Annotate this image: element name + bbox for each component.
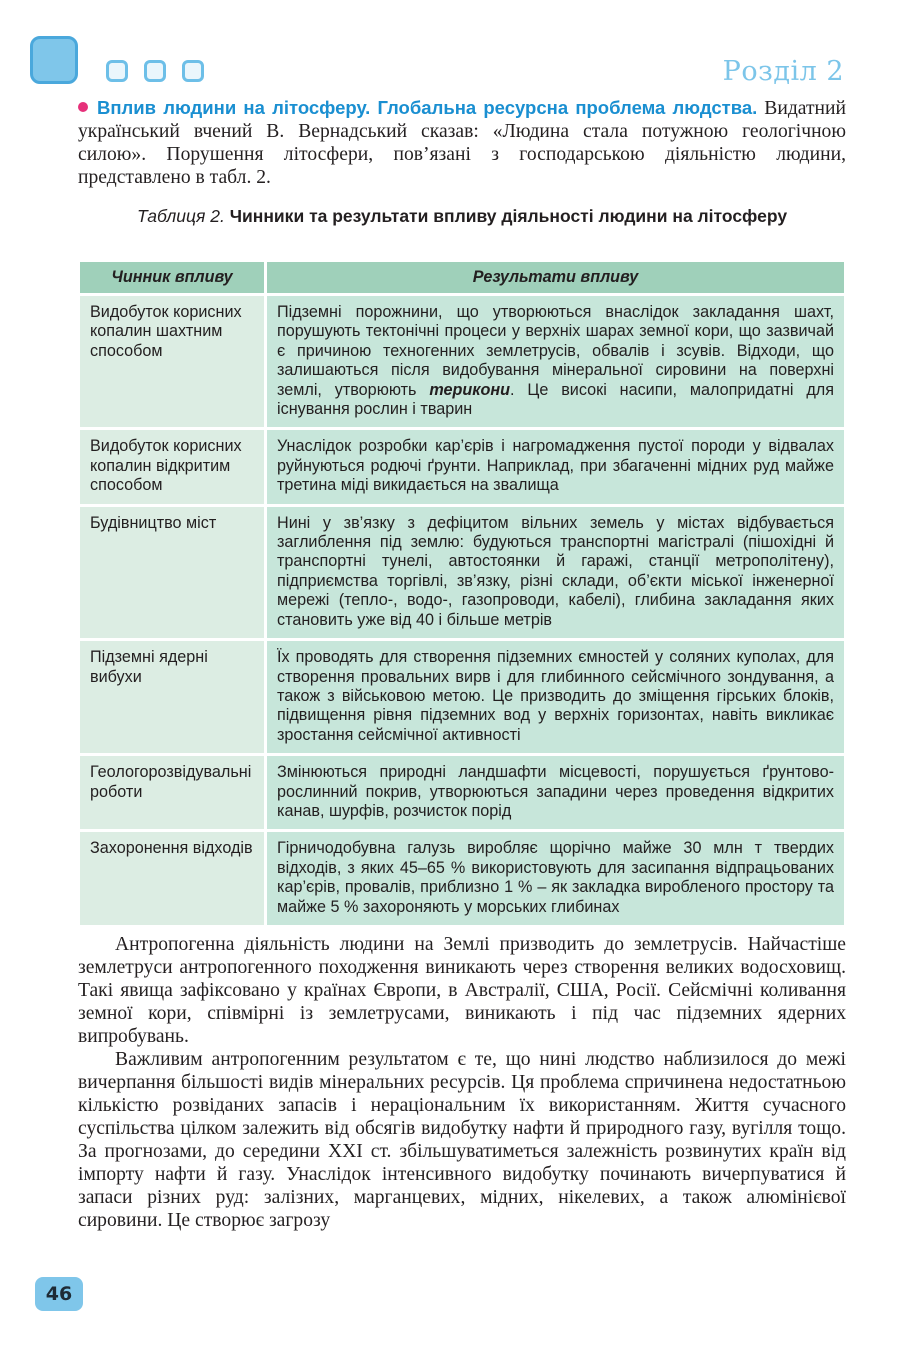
intro-heading-text: Вплив людини на літосферу. Глобальна ресурсна проблема людства. bbox=[97, 97, 758, 118]
factor-cell: Видобуток корисних копалин відкритим способом bbox=[80, 430, 267, 506]
corner-square-decoration bbox=[30, 36, 78, 84]
intro-paragraph bbox=[78, 96, 846, 189]
factor-cell: Підземні ядерні вибухи bbox=[80, 641, 267, 756]
result-cell: Змінюються природні ландшафти місцевості, порушується ґрунтово-рослинний покрив, утворюються западини через проведення відкритих канав, шурфів, розчисток порід bbox=[267, 756, 844, 832]
square-decoration-3 bbox=[182, 60, 204, 82]
result-term: терикони bbox=[429, 380, 511, 399]
intro-text: Видатний український вчений В. Вернадський сказав: «Людина стала потужною геологічною силою». Порушення літосфери, пов’язані з господарською діяльністю людини, представлено в табл. 2. bbox=[78, 98, 846, 188]
header-result: Результати впливу bbox=[267, 262, 844, 296]
table-row bbox=[80, 296, 844, 430]
header-factor: Чинник впливу bbox=[80, 262, 267, 296]
table-row bbox=[80, 641, 844, 756]
factor-cell: Видобуток корисних копалин шахтним способом bbox=[80, 296, 267, 430]
result-cell: Нині у зв’язку з дефіцитом вільних земель у містах відбувається заглиблення під землю: будуються транспортні магістралі (пішохідні й транспортні тунелі, автостоянки й гаражі, станції метрополітену), підприємства торгівлі, зв’язку, різні склади, об’єкти міської інженерної мережі (тепло-, водо-, газопроводи, кабелі), глибина закладання яких становить уже від 40 і більше метрів bbox=[267, 507, 844, 641]
result-text-part: . Це високі насипи, малопридатні для існування рослин і тварин bbox=[277, 380, 834, 419]
result-cell: Унаслідок розробки кар’єрів і нагромадження пустої породи у відвалах руйнуються родючі ґрунти. Наприклад, при збагаченні мідних руд майже третина міді викидається на звалища bbox=[267, 430, 844, 506]
section-label: Розділ 2 bbox=[722, 56, 844, 87]
table-caption-label: Таблиця 2. bbox=[136, 206, 225, 226]
table-row bbox=[80, 507, 844, 641]
result-cell: Їх проводять для створення підземних ємностей у соляних куполах, для створення провальних вирв і для глибинного сейсмічного зондування, а також з військовою метою. Це призводить до зміщення гірських блоків, підвищення рівня підземних вод у верхніх горизонтах, навіть викликає зростання сейсмічної активності bbox=[267, 641, 844, 756]
table-row bbox=[80, 430, 844, 506]
result-text-part: Підземні порожнини, що утворюються внаслідок закладання шахт, порушують тектонічні процеси у верхніх шарах земної кори, що зазвичай є причиною техногенних землетрусів, обвалів і зсувів. Відходи, що залишаються після видобування мінеральної сировини на поверхні землі, утворюють bbox=[277, 303, 834, 399]
table-row bbox=[80, 832, 844, 928]
table-row bbox=[80, 756, 844, 832]
factor-cell: Захоронення відходів bbox=[80, 832, 267, 928]
table-caption-title: Чинники та результати впливу діяльності людини на літосферу bbox=[229, 206, 788, 226]
body-paragraph-1: Антропогенна діяльність людини на Землі призводить до землетрусів. Найчастіше землетруси антропогенного походження виникають через створення великих водосховищ. Такі явища зафіксовано у країнах Європи, в Австралії, США, Росії. Сейсмічні коливання земної кори, співмірні із землетрусами, виникають і під час підземних ядерних випробувань. bbox=[78, 934, 846, 1047]
page-number: 46 bbox=[35, 1277, 83, 1311]
factor-cell: Будівництво міст bbox=[80, 507, 267, 641]
square-decoration-1 bbox=[106, 60, 128, 82]
body-paragraph-2: Важливим антропогенним результатом є те, що нині людство наблизилося до межі вичерпання більшості видів мінеральних ресурсів. Ця проблема спричинена недостатньою кількістю розвіданих запасів і нераціональним їх використанням. Життя сучасного суспільства цілком залежить від обсягів видобутку нафти й природного газу, вугілля тощо. За прогнозами, до середини XXI ст. збільшуватиметься залежність розвинутих країн від імпорту нафти й газу. Унаслідок інтенсивного видобутку починають вичерпуватися й запаси різних руд: залізних, марганцевих, мідних, нікелевих, а також алюмінієвої сировини. Це створює загрозу bbox=[78, 1049, 846, 1231]
square-decoration-2 bbox=[144, 60, 166, 82]
intro-heading bbox=[78, 97, 757, 118]
result-cell: Гірничодобувна галузь виробляє щорічно майже 30 млн т твердих відходів, з яких 45–65 % використовують для засипання відпрацьованих кар’єрів, провалів, приблизно 1 % – як закладка виробленого простору та майже 5 % захороняють у морських глибинах bbox=[267, 832, 844, 928]
factor-cell: Геологорозвідувальні роботи bbox=[80, 756, 267, 832]
bullet-dot-icon bbox=[78, 102, 88, 112]
impact-table bbox=[80, 262, 844, 928]
table-header-row bbox=[80, 262, 844, 296]
table-caption bbox=[80, 206, 844, 227]
result-cell bbox=[267, 296, 844, 430]
